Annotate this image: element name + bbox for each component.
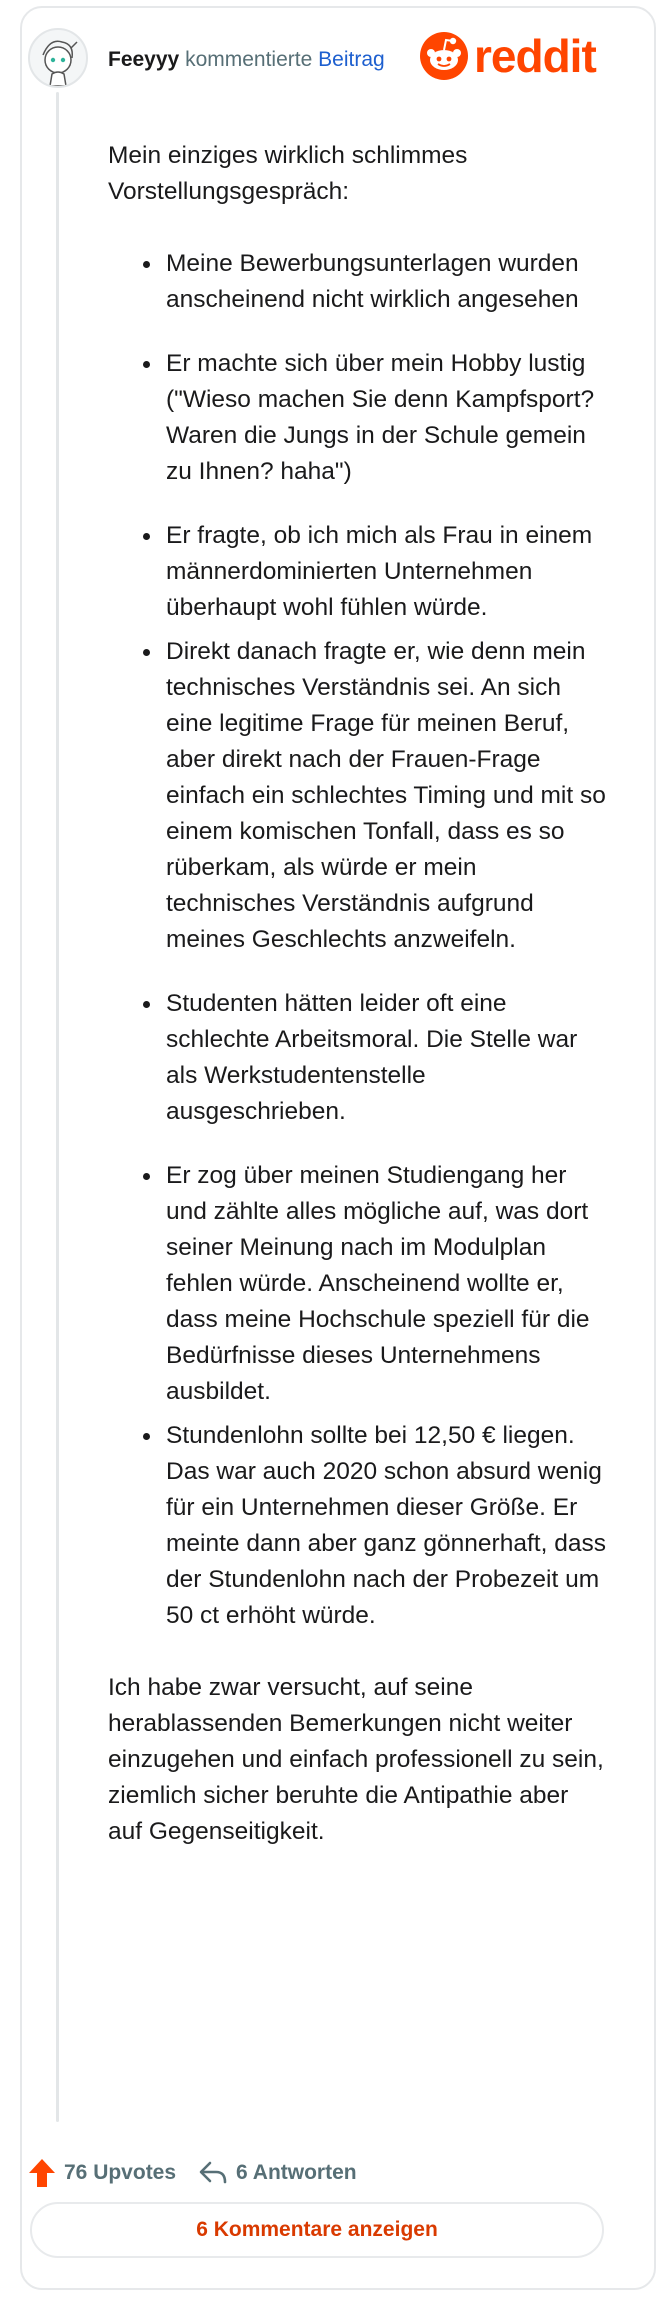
upvote-count: 76 Upvotes <box>64 2161 177 2184</box>
reply-count[interactable]: 6 Antworten <box>236 2161 357 2184</box>
upvote-arrow-icon[interactable] <box>28 2158 56 2188</box>
list-item: Direkt danach fragte er, wie denn mein technisches Verständnis sei. An sich eine legitime Frage für meinen Beruf, aber direkt nach der Frauen-Frage einfach ein schlechtes Timing und mit so einem komischen Tonfall, dass es so rüberkam, als würde er mein technisches Verständnis aufgrund meines Geschlechts anzweifeln. <box>108 634 608 958</box>
reddit-wordmark: reddit <box>474 30 596 82</box>
reddit-snoo-icon <box>420 32 468 80</box>
comment-outro: Ich habe zwar versucht, auf seine herablassenden Bemerkungen nicht weiter einzugehen und einfach professionell zu sein, ziemlich sicher beruhte die Antipathie aber auf Gegenseitigkeit. <box>108 1674 604 1845</box>
comment-intro: Mein einziges wirklich schlimmes Vorstellungsgespräch: <box>108 142 468 205</box>
author-name[interactable]: Feeyyy <box>108 48 180 71</box>
reply-arrow-icon[interactable] <box>198 2160 228 2186</box>
thread-line <box>56 92 59 2122</box>
comment-footer <box>28 2158 357 2188</box>
avatar-illustration-icon <box>30 30 86 86</box>
list-item: Er machte sich über mein Hobby lustig ("Wieso machen Sie denn Kampfsport? Waren die Jungs in der Schule gemein zu Ihnen? haha") <box>108 346 608 490</box>
list-item: Er fragte, ob ich mich als Frau in einem männerdominierten Unternehmen überhaupt wohl fühlen würde. <box>108 518 608 626</box>
list-item: Stundenlohn sollte bei 12,50 € liegen. Das war auch 2020 schon absurd wenig für ein Unternehmen dieser Größe. Er meinte dann aber ganz gönnerhaft, dass der Stundenlohn nach der Probezeit um 50 ct erhöht würde. <box>108 1418 608 1634</box>
show-comments-label: 6 Kommentare anzeigen <box>196 2218 438 2241</box>
avatar[interactable] <box>28 28 88 88</box>
post-link[interactable]: Beitrag <box>318 48 385 71</box>
reddit-logo[interactable] <box>420 30 596 82</box>
comment-list <box>108 246 608 1634</box>
list-item: Er zog über meinen Studiengang her und zählte alles mögliche auf, was dort seiner Meinung nach im Modulplan fehlen würde. Anscheinend wollte er, dass meine Hochschule speziell für die Bedürfnisse dieses Unternehmens ausbildet. <box>108 1158 608 1410</box>
show-comments-button[interactable] <box>30 2202 604 2258</box>
list-item: Meine Bewerbungsunterlagen wurden anscheinend nicht wirklich angesehen <box>108 246 608 318</box>
action-text: kommentierte <box>185 48 313 71</box>
comment-header <box>108 46 385 74</box>
list-item: Studenten hätten leider oft eine schlechte Arbeitsmoral. Die Stelle war als Werkstudentenstelle ausgeschrieben. <box>108 986 608 1130</box>
comment-body <box>108 138 608 1850</box>
